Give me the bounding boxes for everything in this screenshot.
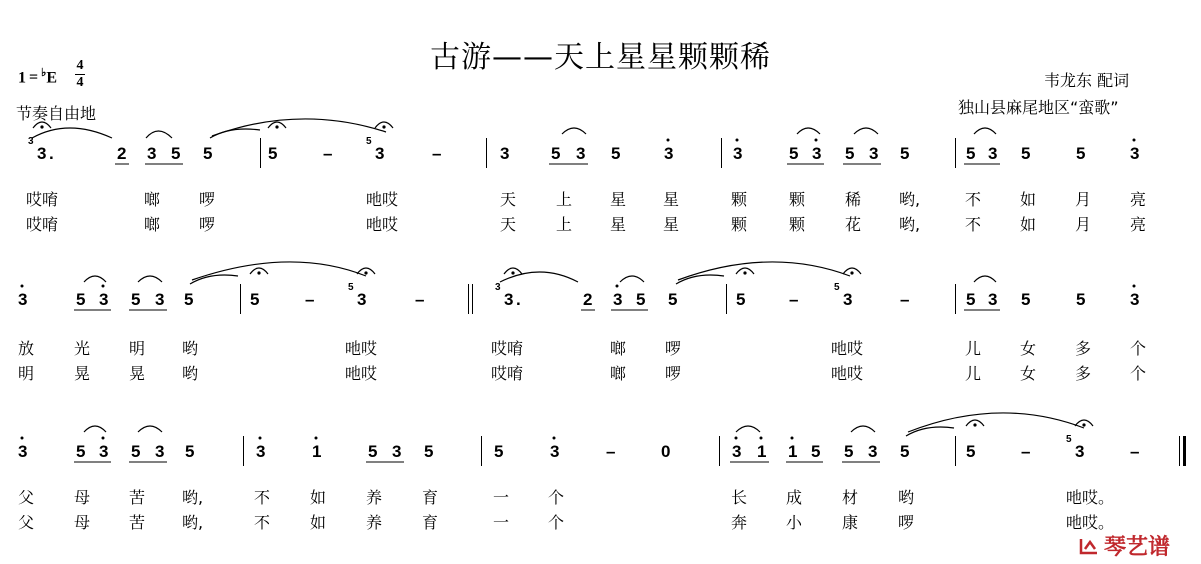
lyric: 啷 — [144, 215, 161, 234]
lyric: 星 — [610, 190, 627, 209]
lyric: 如 — [1020, 215, 1037, 234]
lyric: 如 — [310, 513, 327, 532]
note: 3 — [155, 290, 165, 309]
lyric: 如 — [1020, 190, 1037, 209]
lyric: 个 — [1130, 364, 1147, 383]
lyric: 吔哎 — [831, 364, 864, 383]
note: 5 — [76, 442, 86, 461]
lyric: 啰 — [665, 364, 682, 383]
grace-note: 5 — [366, 136, 372, 147]
lyric: 哎唷 — [26, 190, 59, 209]
lyric: 颗 — [731, 190, 748, 209]
note: 5 — [811, 442, 821, 461]
note: 2 — [117, 144, 127, 163]
note-dash: – — [1130, 442, 1140, 461]
note: 3 — [1130, 290, 1140, 309]
note: 3 — [664, 144, 674, 163]
note-dash: – — [415, 290, 425, 309]
note-dash: – — [606, 442, 616, 461]
note: 3 — [375, 144, 385, 163]
key-one: 1 — [18, 69, 26, 87]
note: 3 — [147, 144, 157, 163]
lyric: 亮 — [1130, 190, 1147, 209]
note: 5 — [250, 290, 260, 309]
note-dash: – — [432, 144, 442, 163]
note: 3 — [392, 442, 402, 461]
note: 5 — [368, 442, 378, 461]
lyric: 奔 — [731, 513, 748, 532]
note-dash: – — [323, 144, 333, 163]
lyric: 小 — [786, 513, 803, 532]
note: 5 — [900, 144, 910, 163]
note: 5 — [185, 442, 195, 461]
note: 3 — [732, 442, 742, 461]
lyric: 成 — [786, 488, 803, 507]
note: 5 — [845, 144, 855, 163]
grace-note: 3 — [28, 136, 34, 147]
note: 1 — [312, 442, 322, 461]
note: 5 — [131, 442, 141, 461]
logo-icon — [1078, 535, 1100, 557]
logo-text: 琴艺谱 — [1104, 535, 1171, 560]
lyric: 吔哎 — [366, 190, 399, 209]
note-dash: – — [305, 290, 315, 309]
note: 5 — [844, 442, 854, 461]
grace-note: 5 — [834, 282, 840, 293]
note: 5 — [494, 442, 504, 461]
lyric: 母 — [74, 513, 91, 532]
lyric: 亮 — [1130, 215, 1147, 234]
note: 5 — [966, 442, 976, 461]
lyric: 育 — [422, 513, 439, 532]
lyric: 哟 — [182, 339, 199, 358]
lyric: 啰 — [898, 513, 915, 532]
lyric: 苦 — [129, 488, 146, 507]
lyric: 天 — [500, 215, 517, 234]
lyric: 苦 — [129, 513, 146, 532]
note: 3 — [733, 144, 743, 163]
note: 3 — [843, 290, 853, 309]
lyric: 啰 — [665, 339, 682, 358]
note: 0 — [661, 442, 671, 461]
note: 5 — [1076, 290, 1086, 309]
lyric: 哎唷 — [491, 364, 524, 383]
lyric: 哟 — [182, 364, 199, 383]
note: 3 — [357, 290, 367, 309]
lyric: 上 — [556, 190, 573, 209]
site-logo — [1078, 530, 1170, 561]
note: 3 — [500, 144, 510, 163]
lyric: 养 — [366, 488, 383, 507]
note: 3 — [18, 290, 28, 309]
grace-note: 5 — [348, 282, 354, 293]
note: 3 — [576, 144, 586, 163]
note: 3 — [37, 144, 47, 163]
note: 5 — [1021, 144, 1031, 163]
note: 3 — [18, 442, 28, 461]
note-dash: – — [1021, 442, 1031, 461]
lyric: 不 — [965, 190, 982, 209]
note: 5 — [900, 442, 910, 461]
lyric: 父 — [18, 488, 35, 507]
lyric: 吔哎 — [366, 215, 399, 234]
lyric: 长 — [731, 488, 748, 507]
lyric: 哟 — [898, 488, 915, 507]
lyric: 个 — [1130, 339, 1147, 358]
lyric: 晃 — [129, 364, 146, 383]
lyric: 吔哎 — [345, 339, 378, 358]
lyricist-credit: 韦龙东 配词 — [1044, 71, 1130, 90]
lyric: 吔哎 — [345, 364, 378, 383]
tempo-marking: 节奏自由地 — [16, 104, 97, 123]
note: 5 — [736, 290, 746, 309]
lyric: 女 — [1020, 339, 1037, 358]
lyric: 吔哎。 — [1066, 513, 1115, 532]
note: 5 — [1021, 290, 1031, 309]
note: 3 — [155, 442, 165, 461]
lyric: 哟, — [899, 215, 921, 234]
note: 5 — [1076, 144, 1086, 163]
note: 3 — [868, 442, 878, 461]
note: 3 — [988, 144, 998, 163]
lyric: 稀 — [845, 190, 862, 209]
lyric: 上 — [556, 215, 573, 234]
lyric: 花 — [845, 215, 862, 234]
lyric: 一 — [493, 513, 510, 532]
lyric: 个 — [548, 488, 565, 507]
lyric: 晃 — [74, 364, 91, 383]
lyric: 颗 — [731, 215, 748, 234]
time-den: 4 — [76, 75, 84, 90]
lyric: 个 — [548, 513, 565, 532]
lyric: 儿 — [965, 339, 982, 358]
note: 5 — [551, 144, 561, 163]
lyric: 哎唷 — [491, 339, 524, 358]
note: 3 — [988, 290, 998, 309]
note: 5 — [203, 144, 213, 163]
source-credit: 独山县麻尾地区“蛮歌” — [958, 98, 1119, 117]
note-dash: – — [900, 290, 910, 309]
lyric: 啷 — [610, 364, 627, 383]
lyric: 父 — [18, 513, 35, 532]
lyric: 哟, — [182, 488, 204, 507]
grace-note: 5 — [1066, 434, 1072, 445]
note: 2 — [583, 290, 593, 309]
lyric: 不 — [965, 215, 982, 234]
lyric: 养 — [366, 513, 383, 532]
note: 3 — [256, 442, 266, 461]
note-dash: – — [789, 290, 799, 309]
song-title: 古游——天上星星颗颗稀 — [430, 40, 771, 75]
lyric: 啰 — [199, 190, 216, 209]
lyric: 星 — [610, 215, 627, 234]
note: 5 — [966, 290, 976, 309]
lyric: 儿 — [965, 364, 982, 383]
lyric: 颗 — [789, 190, 806, 209]
lyric: 光 — [74, 339, 91, 358]
lyric: 啷 — [610, 339, 627, 358]
lyric: 颗 — [789, 215, 806, 234]
lyric: 女 — [1020, 364, 1037, 383]
note: 3 — [869, 144, 879, 163]
lyric: 如 — [310, 488, 327, 507]
lyric: 哟, — [182, 513, 204, 532]
lyric: 多 — [1075, 364, 1092, 383]
lyric: 吔哎。 — [1066, 488, 1115, 507]
grace-note: 3 — [495, 282, 501, 293]
note: 1 — [757, 442, 767, 461]
lyric: 不 — [254, 488, 271, 507]
note: 3 — [504, 290, 514, 309]
note: 3 — [812, 144, 822, 163]
lyric: 星 — [663, 215, 680, 234]
note: 3 — [99, 290, 109, 309]
lyric: 明 — [129, 339, 146, 358]
lyric: 多 — [1075, 339, 1092, 358]
note: 5 — [76, 290, 86, 309]
note-dot: . — [516, 290, 521, 309]
lyric: 母 — [74, 488, 91, 507]
note-dot: . — [49, 144, 54, 163]
lyric: 放 — [18, 339, 35, 358]
note: 5 — [668, 290, 678, 309]
lyric: 不 — [254, 513, 271, 532]
note: 5 — [184, 290, 194, 309]
lyric: 一 — [493, 488, 510, 507]
lyric: 星 — [663, 190, 680, 209]
key-letter: E — [46, 69, 57, 87]
lyric: 哟, — [899, 190, 921, 209]
note: 5 — [636, 290, 646, 309]
lyric: 哎唷 — [26, 215, 59, 234]
key-flat: ♭ — [41, 67, 47, 79]
lyric: 月 — [1075, 215, 1092, 234]
note: 5 — [268, 144, 278, 163]
note: 5 — [171, 144, 181, 163]
note: 3 — [1075, 442, 1085, 461]
note: 3 — [550, 442, 560, 461]
note: 3 — [1130, 144, 1140, 163]
note: 3 — [613, 290, 623, 309]
lyric: 吔哎 — [831, 339, 864, 358]
lyric: 材 — [842, 488, 859, 507]
note: 3 — [99, 442, 109, 461]
lyric: 月 — [1075, 190, 1092, 209]
note: 5 — [966, 144, 976, 163]
lyric: 啰 — [199, 215, 216, 234]
note: 1 — [788, 442, 798, 461]
key-eq: = — [29, 69, 39, 87]
lyric: 天 — [500, 190, 517, 209]
note: 5 — [424, 442, 434, 461]
lyric: 明 — [18, 364, 35, 383]
note: 5 — [131, 290, 141, 309]
note: 5 — [611, 144, 621, 163]
time-num: 4 — [76, 58, 84, 73]
note: 5 — [789, 144, 799, 163]
lyric: 啷 — [144, 190, 161, 209]
lyric: 康 — [842, 513, 859, 532]
lyric: 育 — [422, 488, 439, 507]
